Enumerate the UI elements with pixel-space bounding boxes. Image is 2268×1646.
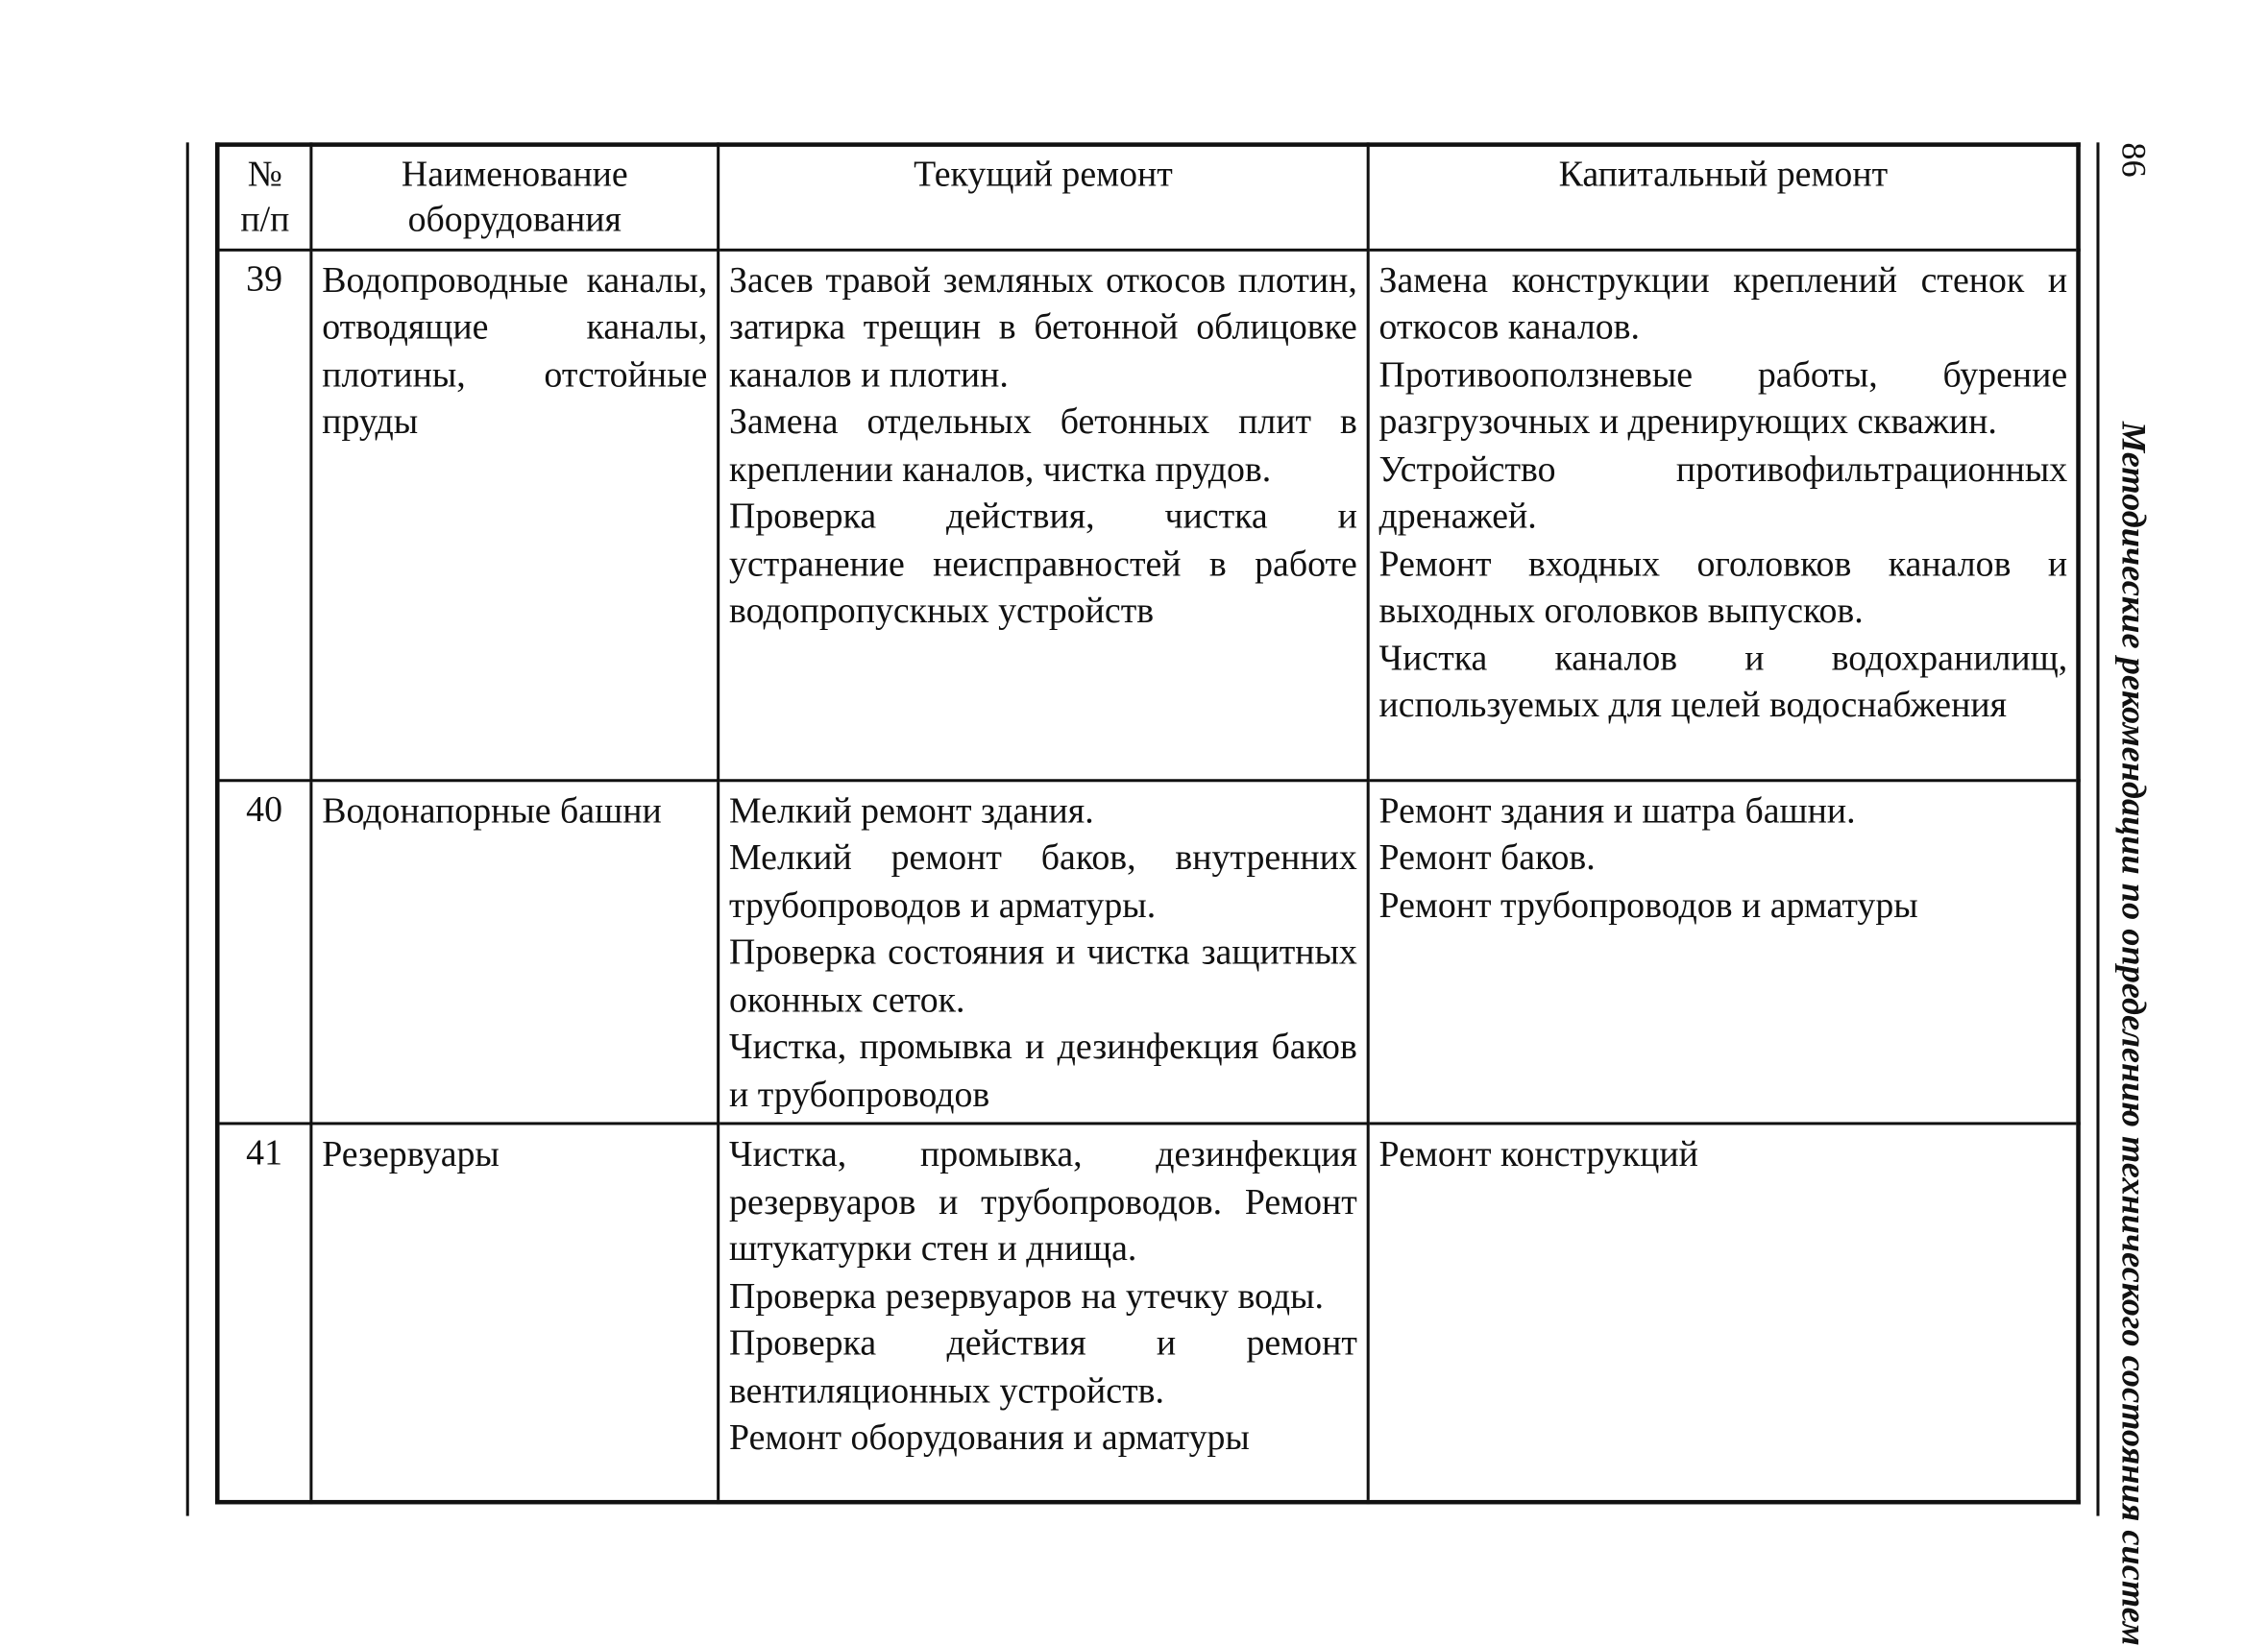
current-repair-item: Чистка, промывка, дезинфекция резервуаров и трубопроводов. Ремонт штукатурки стен и днища.: [729, 1135, 1357, 1270]
repair-table: [215, 142, 2081, 1504]
equipment-name: Водонапорные башни: [310, 780, 718, 1124]
capital-repair-item: Устройство противофильтрационных дренажей.: [1378, 449, 2068, 537]
capital-repair-item: Ремонт входных оголовков каналов и выходных оголовков выпусков.: [1378, 544, 2068, 631]
header-capital-repair: Капитальный ремонт: [1367, 145, 2078, 250]
capital-repair-item: Чистка каналов и водохранилищ, используемых для целей водоснабжения: [1378, 639, 2068, 726]
current-repair-item: Ремонт оборудования и арматуры: [729, 1418, 1250, 1459]
capital-repair-cell: [1367, 1124, 2078, 1502]
row-number: 40: [217, 780, 310, 1124]
current-repair-item: Замена отдельных бетонных плит в креплении каналов, чистка прудов.: [729, 402, 1357, 490]
table-row: [217, 780, 2078, 1124]
current-repair-item: Чистка, промывка и дезинфекция баков и трубопроводов: [729, 1028, 1357, 1115]
capital-repair-cell: [1367, 250, 2078, 780]
table-row: [217, 1124, 2078, 1502]
current-repair-cell: [718, 780, 1368, 1124]
current-repair-item: Проверка действия и ремонт вентиляционных устройств.: [729, 1323, 1357, 1411]
row-number: 39: [217, 250, 310, 780]
header-name: Наименование оборудования: [310, 145, 718, 250]
row-number: 41: [217, 1124, 310, 1502]
current-repair-item: Мелкий ремонт баков, внутренних трубопроводов и арматуры.: [729, 838, 1357, 926]
current-repair-cell: [718, 250, 1368, 780]
header-current-repair: Текущий ремонт: [718, 145, 1368, 250]
current-repair-item: Засев травой земляных откосов плотин, затирка трещин в бетонной облицовке каналов и плотин.: [729, 260, 1357, 395]
capital-repair-item: Ремонт баков.: [1378, 838, 1596, 879]
capital-repair-item: Ремонт трубопроводов и арматуры: [1378, 885, 1918, 926]
capital-repair-item: Противооползневые работы, бурение разгрузочных и дренирующих скважин.: [1378, 355, 2068, 443]
current-repair-item: Мелкий ремонт здания.: [729, 791, 1094, 831]
equipment-name: Резервуары: [310, 1124, 718, 1502]
right-margin-rule: [2096, 142, 2099, 1515]
capital-repair-item: Ремонт здания и шатра башни.: [1378, 791, 1856, 831]
current-repair-cell: [718, 1124, 1368, 1502]
header-num: № п/п: [217, 145, 310, 250]
equipment-name: Водопроводные каналы, отводящие каналы, плотины, отстойные пруды: [310, 250, 718, 780]
page-number: 86: [2113, 142, 2152, 178]
capital-repair-item: Замена конструкции креплений стенок и откосов каналов.: [1378, 260, 2068, 348]
current-repair-item: Проверка состояния и чистка защитных оконных сеток.: [729, 932, 1357, 1020]
current-repair-item: Проверка резервуаров на утечку воды.: [729, 1276, 1325, 1317]
table-header-row: [217, 145, 2078, 250]
current-repair-item: Проверка действия, чистка и устранение неисправностей в работе водопропускных устройств: [729, 496, 1357, 631]
running-title: Методические рекомендации по определению технического состояния систем: [2113, 421, 2152, 1646]
left-margin-rule: [186, 142, 189, 1515]
running-head: [2111, 142, 2155, 1646]
table-row: [217, 250, 2078, 780]
capital-repair-cell: [1367, 780, 2078, 1124]
capital-repair-item: Ремонт конструкций: [1378, 1135, 1698, 1174]
